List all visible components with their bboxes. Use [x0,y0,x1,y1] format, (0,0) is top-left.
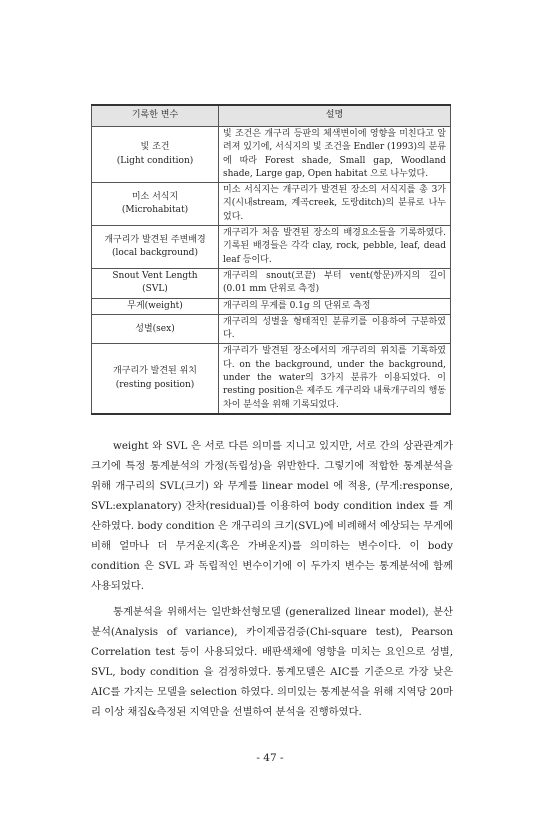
table-row [92,183,451,226]
description-cell: 개구리의 성별을 형태적인 분류키를 이용하여 구분하였다. [219,314,451,344]
table-header-row [92,105,451,127]
description-cell: 개구리가 발견된 장소에서의 개구리의 위치를 기록하였다. on the background, under the background, under the water의 3가지 분류가 이용되었다. 이 resting position은 제주도 개구리와 내륙개구리의 행동차이 분석을 위해 기록되었다. [219,344,451,414]
column-header-variable: 기록한 변수 [92,105,219,127]
description-cell: 빛 조건은 개구리 등판의 체색변이에 영향을 미친다고 알려져 있기에, 서식지의 빛 조건을 Endler (1993)의 분류에 따라 Forest shade, Small gap, Woodland shade, Large gap, Open habitat 으로 나누었다. [219,127,451,183]
table-row [92,344,451,414]
table-row [92,298,451,314]
paragraph: 통계분석을 위해서는 일반화선형모델 (generalized linear model), 분산분석(Analysis of variance), 카이제곱검증(Chi-square test), Pearson Correlation test 등이 사용되었다. 배판색채에 영향을 미치는 요인으로 성별, SVL, body condition 을 검정하였다. 통계모델은 AIC를 기준으로 가장 낮은 AIC를 가지는 모델을 selection 하였다. 의미있는 통계분석을 위해 지역당 20마리 이상 채집&측정된 지역만을 선별하여 분석을 진행하였다. [91,606,453,718]
table-row [92,127,451,183]
table-row [92,226,451,269]
variable-cell: 미소 서식지 (Microhabitat) [92,183,219,226]
description-cell: 개구리가 처음 발견된 장소의 배경요소들을 기록하였다. 기록된 배경들은 각각 clay, rock, pebble, leaf, dead leaf 등이다. [219,226,451,269]
variable-cell: 개구리가 발견된 주변배경 (local background) [92,226,219,269]
description-cell: 개구리의 snout(코끝) 부터 vent(항문)까지의 길이 (0.01 mm 단위로 측정) [219,268,451,298]
page-number: - 47 - [256,752,284,764]
description-cell: 미소 서식지는 개구리가 발견된 장소의 서식지를 총 3가지(시내stream, 계곡creek, 도랑ditch)의 분류로 나누었다. [219,183,451,226]
variable-cell: Snout Vent Length (SVL) [92,268,219,298]
variable-cell: 무게(weight) [92,298,219,314]
description-cell: 개구리의 무게를 0.1g 의 단위로 측정 [219,298,451,314]
paragraph: weight 와 SVL 은 서로 다른 의미를 지니고 있지만, 서로 간의 상관관계가 크기에 특정 통계분석의 가정(독립성)을 위반한다. 그렇기에 적합한 통계분석을 위해 개구리의 SVL(크기) 와 무게를 linear model 에 적용, (무게:response, SVL:explanatory) 잔차(residual)를 이용하여 body condition index 를 계산하였다. body condition 은 개구리의 크기(SVL)에 비례해서 예상되는 무게에 비해 얼마나 더 무거운지(혹은 가벼운지)를 의미하는 변수이다. 이 body condition 은 SVL 과 독립적인 변수이기에 이 두가지 변수는 통계분석에 함께 사용되었다. [91,440,453,592]
variable-cell: 성별(sex) [92,314,219,344]
column-header-description: 설명 [219,105,451,127]
variable-cell: 개구리가 발견된 위치 (resting position) [92,344,219,414]
table-row [92,314,451,344]
variables-table [91,104,451,415]
variable-cell: 빛 조건 (Light condition) [92,127,219,183]
table-row [92,268,451,298]
body-text [91,436,453,722]
